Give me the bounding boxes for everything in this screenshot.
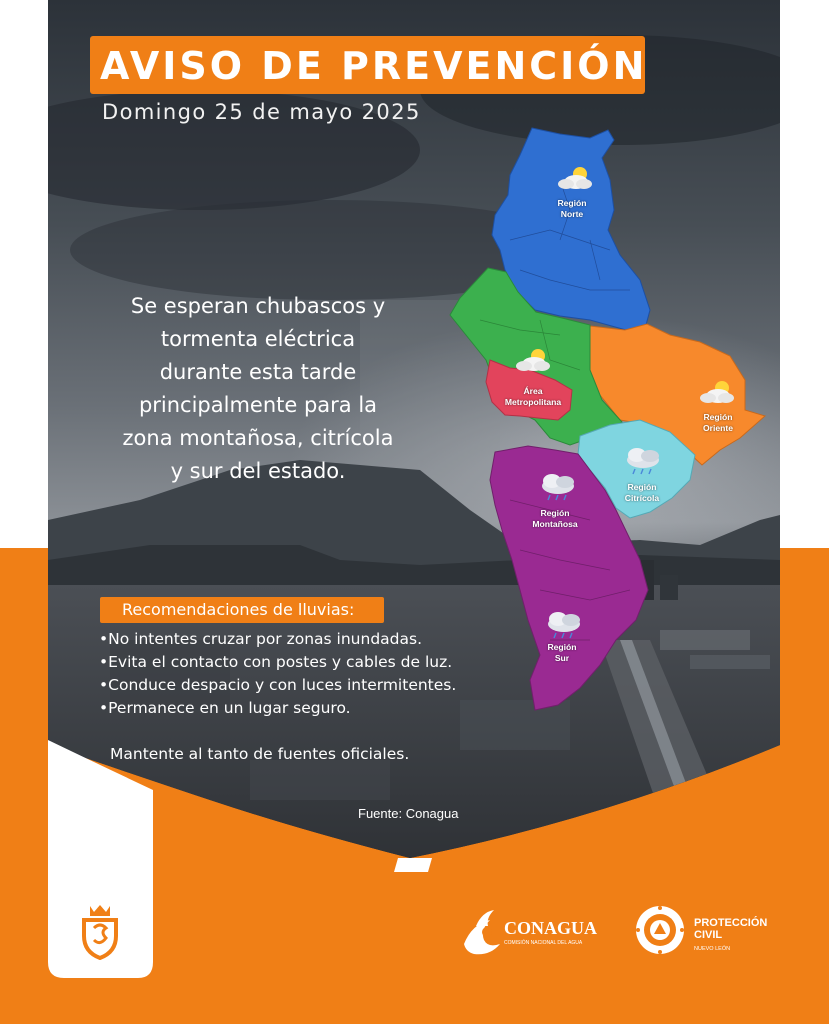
region-label-oriente: Región Oriente xyxy=(702,412,734,433)
recommendation-item: •No intentes cruzar por zonas inundadas. xyxy=(99,630,423,648)
region-label-citricola: Región Citrícola xyxy=(624,482,660,503)
region-label-norte: Región Norte xyxy=(557,198,587,219)
region-label-sur: Región Sur xyxy=(547,642,577,663)
pc-line1: PROTECCIÓN xyxy=(694,917,768,929)
message-line: durante esta tarde xyxy=(159,360,357,384)
date-label: Domingo 25 de mayo 2025 xyxy=(102,100,421,124)
conagua-name: CONAGUA xyxy=(504,918,597,938)
message-line: tormenta eléctrica xyxy=(160,327,356,351)
message-line: y sur del estado. xyxy=(170,459,346,483)
recommendation-item: •Permanece en un lugar seguro. xyxy=(99,699,351,717)
message-line: principalmente para la xyxy=(138,393,378,417)
recommendations-list xyxy=(99,628,456,720)
conagua-logo xyxy=(460,904,610,960)
state-crest-icon xyxy=(76,902,124,960)
message-line: Se esperan chubascos y xyxy=(130,294,386,318)
forecast-message xyxy=(108,290,408,488)
proteccion-civil-logo xyxy=(632,904,782,960)
pc-line3: NUEVO LEÓN xyxy=(694,946,731,952)
stay-informed-text: Mantente al tanto de fuentes oficiales. xyxy=(110,745,410,763)
region-label-metropolitana: Área Metropolitana xyxy=(504,386,562,407)
recommendation-item: •Conduce despacio y con luces intermitentes. xyxy=(99,676,457,694)
source-label: Fuente: Conagua xyxy=(358,806,459,821)
conagua-subtitle: COMISIÓN NACIONAL DEL AGUA xyxy=(504,940,583,946)
pc-line2: CIVIL xyxy=(694,929,723,941)
message-line: zona montañosa, citrícola xyxy=(122,426,394,450)
region-label-montanosa: Región Montañosa xyxy=(532,508,578,529)
page-title: AVISO DE PREVENCIÓN xyxy=(100,44,648,88)
recommendations-title: Recomendaciones de lluvias: xyxy=(122,600,355,619)
recommendation-item: •Evita el contacto con postes y cables de luz. xyxy=(99,653,453,671)
